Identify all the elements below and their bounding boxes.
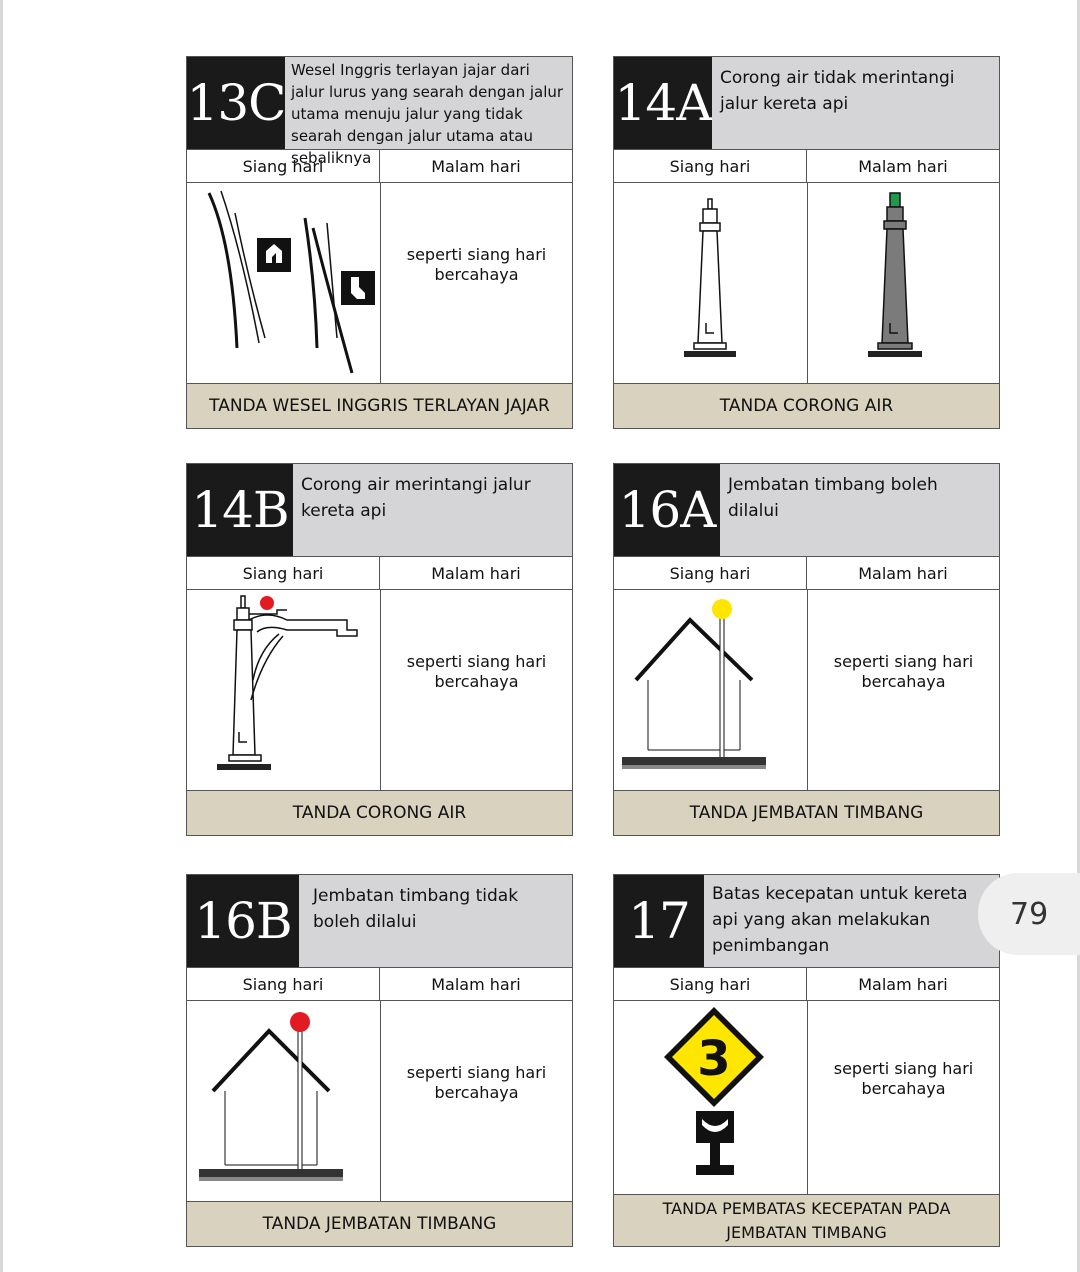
sign-title: TANDA JEMBATAN TIMBANG (187, 1202, 572, 1246)
sign-card-16b (186, 874, 573, 1247)
card-header (614, 464, 999, 557)
sign-card-14b (186, 463, 573, 836)
sign-card-13c (186, 56, 573, 429)
day-illustration (187, 1001, 381, 1201)
column-headers (614, 557, 999, 590)
green-lamp (890, 193, 900, 207)
yellow-lamp (712, 599, 732, 619)
day-column-header: Siang hari (614, 150, 807, 182)
card-header (187, 464, 572, 557)
sign-code: 14B (187, 464, 293, 556)
sign-code: 16A (614, 464, 720, 556)
sign-title: TANDA CORONG AIR (614, 384, 999, 428)
card-body (187, 1001, 572, 1202)
red-lamp (260, 596, 274, 610)
column-headers (187, 557, 572, 590)
page-edge-left (0, 0, 3, 1272)
card-header (614, 875, 999, 968)
card-body (614, 590, 999, 791)
sign-description: Jembatan timbang tidak boleh dilalui (299, 875, 572, 967)
card-body (187, 590, 572, 791)
sign-title: TANDA CORONG AIR (187, 791, 572, 835)
day-column-header: Siang hari (187, 557, 380, 589)
water-column-crossing (187, 590, 380, 790)
night-column-header: Malam hari (431, 156, 521, 176)
weighbridge-allowed (614, 590, 807, 790)
day-illustration (614, 1001, 808, 1194)
night-illustration (808, 183, 999, 383)
card-body (614, 183, 999, 384)
card-header (187, 875, 572, 968)
night-description: seperti siang hari bercahaya (833, 1059, 974, 1098)
water-column-day (614, 183, 807, 383)
day-column-header: Siang hari (614, 968, 807, 1000)
day-illustration (614, 590, 808, 790)
sign-card-16a (613, 463, 1000, 836)
speed-limit-sign (614, 1001, 807, 1194)
day-illustration (614, 183, 808, 383)
column-headers (187, 968, 572, 1001)
night-column-header: Malam hari (858, 563, 948, 583)
card-body (614, 1001, 999, 1195)
day-column-header: Siang hari (187, 150, 380, 182)
day-illustration (187, 183, 381, 383)
sign-description: Wesel Inggris terlayan jajar dari jalur lurus yang searah dengan jalur utama menuju jalur yang tidak searah dengan jalur utama atau sebaliknya (285, 57, 572, 149)
sign-code: 13C (187, 57, 285, 149)
sign-code: 14A (614, 57, 712, 149)
card-header (614, 57, 999, 150)
sign-title: TANDA JEMBATAN TIMBANG (614, 791, 999, 835)
page-number: 79 (978, 873, 1080, 955)
day-column-header: Siang hari (187, 968, 380, 1000)
night-description: seperti siang hari bercahaya (833, 652, 974, 691)
day-column-header: Siang hari (614, 557, 807, 589)
weighbridge-prohibited (187, 1001, 380, 1201)
night-column-header: Malam hari (431, 974, 521, 994)
night-description: seperti siang hari bercahaya (406, 1063, 547, 1102)
sign-description: Corong air tidak merintangi jalur kereta api (712, 57, 999, 149)
sign-title: TANDA PEMBATAS KECEPATAN PADA JEMBATAN TIMBANG (614, 1195, 999, 1246)
column-headers (614, 150, 999, 183)
night-description: seperti siang hari bercahaya (406, 652, 547, 691)
sign-code: 17 (614, 875, 704, 967)
day-illustration (187, 590, 381, 790)
speed-limit-number: 3 (697, 1031, 731, 1087)
night-column-header: Malam hari (858, 974, 948, 994)
water-column-night (808, 183, 1001, 383)
sign-code: 16B (187, 875, 299, 967)
column-headers (187, 150, 572, 183)
night-column-header: Malam hari (431, 563, 521, 583)
sign-card-14a (613, 56, 1000, 429)
card-body (187, 183, 572, 384)
night-column-header: Malam hari (858, 156, 948, 176)
column-headers (614, 968, 999, 1001)
sign-description: Corong air merintangi jalur kereta api (293, 464, 572, 556)
sign-description: Batas kecepatan untuk kereta api yang akan melakukan penimbangan (704, 875, 999, 967)
sign-card-17 (613, 874, 1000, 1247)
night-description: seperti siang hari bercahaya (406, 245, 547, 284)
red-lamp (290, 1012, 310, 1032)
english-switch-diagram (187, 183, 380, 383)
sign-title: TANDA WESEL INGGRIS TERLAYAN JAJAR (187, 384, 572, 428)
sign-description: Jembatan timbang boleh dilalui (720, 464, 999, 556)
